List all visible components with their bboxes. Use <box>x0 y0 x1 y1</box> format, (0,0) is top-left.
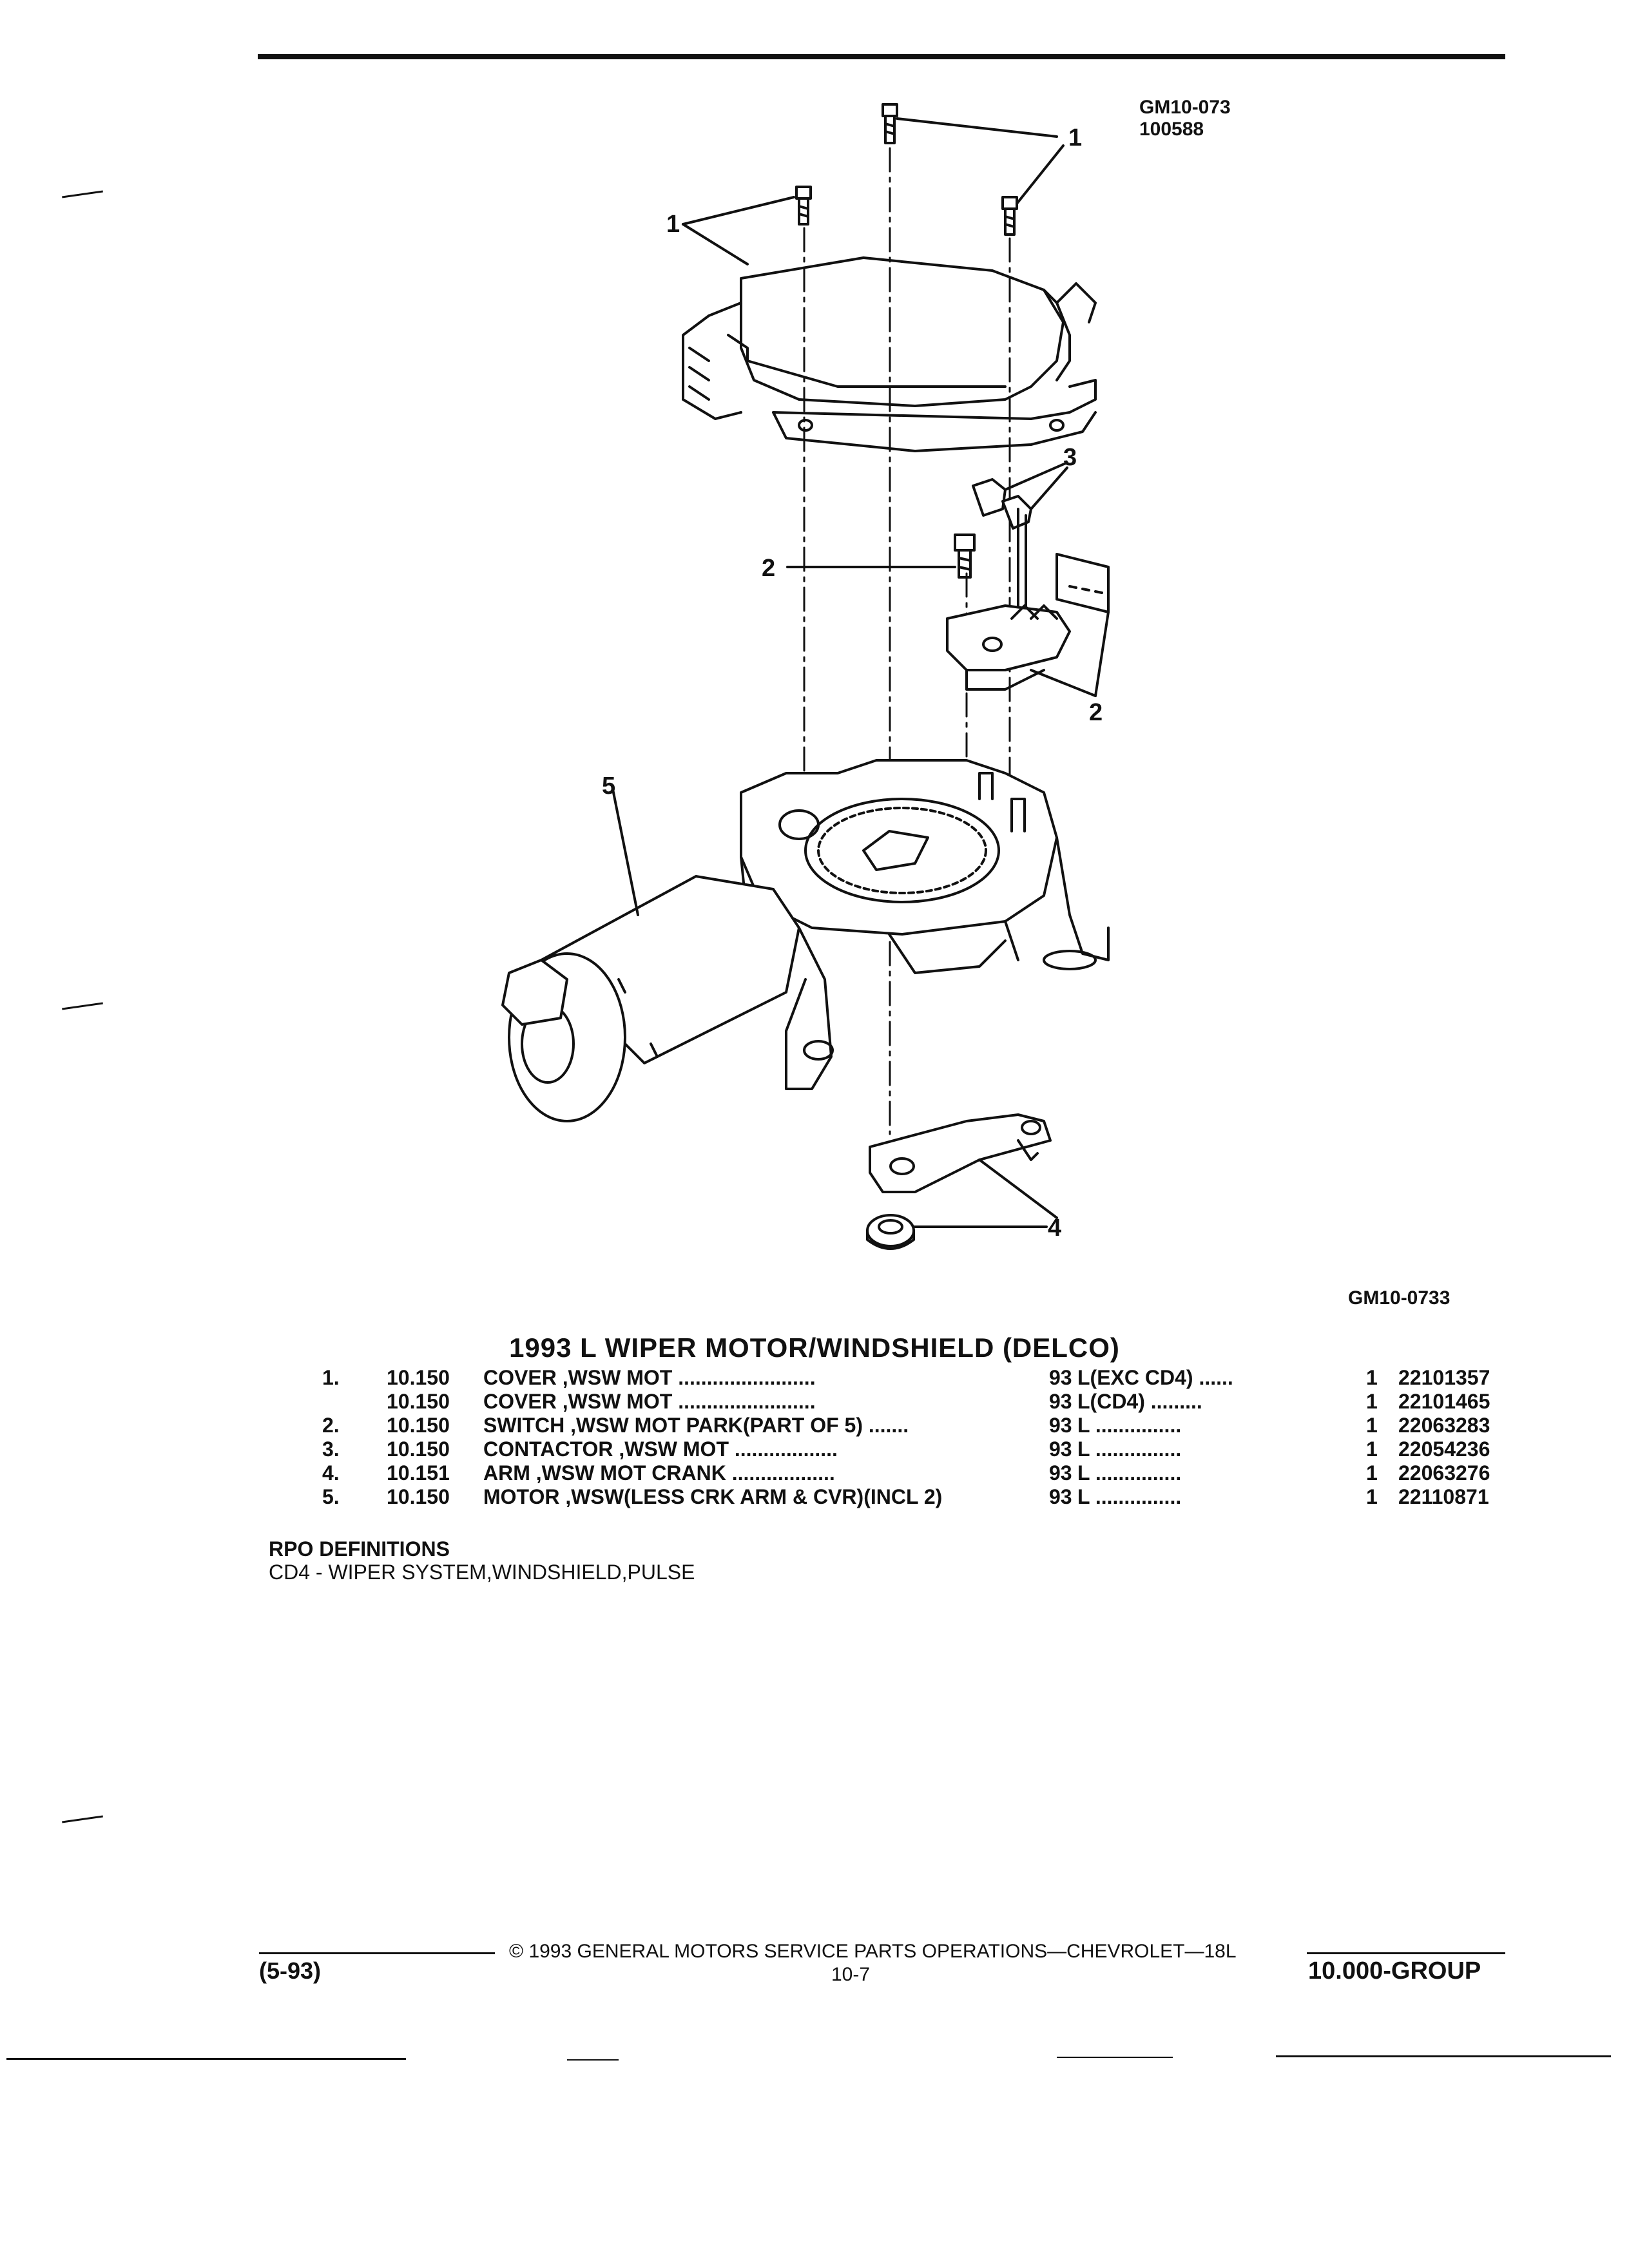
model-code: L(CD4) ......... <box>1077 1390 1202 1413</box>
part-description: CONTACTOR ,WSW MOT .................. <box>483 1437 838 1461</box>
copyright-line: © 1993 GENERAL MOTORS SERVICE PARTS OPERATIONS—CHEVROLET—18L <box>509 1941 1237 1962</box>
group-number: 10.150 <box>387 1414 450 1437</box>
screw-right <box>1003 197 1017 235</box>
callout-1-top: 1 <box>1068 124 1083 151</box>
parts-row <box>309 1485 1534 1509</box>
part-description: COVER ,WSW MOT ........................ <box>483 1390 816 1413</box>
model-code: L ............... <box>1077 1437 1182 1461</box>
item-number: 1. <box>322 1366 340 1389</box>
callout-2-screw: 2 <box>762 555 776 582</box>
parts-row <box>309 1390 1534 1414</box>
part-number: 22101357 <box>1398 1366 1490 1389</box>
quantity: 1 <box>1366 1366 1378 1389</box>
item-number: 3. <box>322 1437 340 1461</box>
page-title: 1993 L WIPER MOTOR/WINDSHIELD (DELCO) <box>509 1332 1120 1363</box>
callout-4-arm: 4 <box>1048 1215 1062 1242</box>
model-code: L(EXC CD4) ...... <box>1077 1366 1233 1389</box>
mounting-feet <box>786 928 1095 1089</box>
group-number: 10.150 <box>387 1390 450 1413</box>
part-description: SWITCH ,WSW MOT PARK(PART OF 5) ....... <box>483 1414 909 1437</box>
part-number: 22063283 <box>1398 1414 1490 1437</box>
callout-3-contactor: 3 <box>1063 444 1077 471</box>
parts-list <box>309 1366 1534 1509</box>
callout-1-left: 1 <box>666 211 680 238</box>
model-code: L ............... <box>1077 1414 1182 1437</box>
group-label: 10.000-GROUP <box>1308 1957 1481 1984</box>
footer-rule-right <box>1307 1952 1505 1954</box>
bottom-rule <box>567 2059 619 2061</box>
parts-row <box>309 1414 1534 1437</box>
part-description: ARM ,WSW MOT CRANK .................. <box>483 1461 835 1485</box>
part-number: 22063276 <box>1398 1461 1490 1485</box>
item-number: 5. <box>322 1485 340 1508</box>
rpo-definition: CD4 - WIPER SYSTEM,WINDSHIELD,PULSE <box>269 1561 695 1584</box>
page-number: 10-7 <box>831 1964 871 1985</box>
ref-code: GM10-073 <box>1139 97 1231 118</box>
footer-rule-left <box>259 1952 495 1954</box>
parts-row <box>309 1437 1534 1461</box>
model-code: L ............... <box>1077 1485 1182 1508</box>
quantity: 1 <box>1366 1485 1378 1508</box>
part-number: 22054236 <box>1398 1437 1490 1461</box>
group-number: 10.150 <box>387 1437 450 1461</box>
part-description: MOTOR ,WSW(LESS CRK ARM & CVR)(INCL 2) <box>483 1485 943 1508</box>
bottom-rule <box>1276 2055 1611 2057</box>
parts-row <box>309 1461 1534 1485</box>
part-number: 22101465 <box>1398 1390 1490 1413</box>
rpo-heading: RPO DEFINITIONS <box>269 1537 450 1561</box>
parts-row <box>309 1366 1534 1390</box>
bottom-rule <box>6 2058 406 2060</box>
model-year: 93 <box>1049 1485 1072 1508</box>
item-number: 2. <box>322 1414 340 1437</box>
revision-date: (5-93) <box>259 1957 322 1984</box>
margin-mark <box>62 1816 103 1823</box>
crank-arm <box>870 1115 1050 1192</box>
item-number: 4. <box>322 1461 340 1485</box>
crank-nut <box>867 1215 914 1249</box>
model-year: 93 <box>1049 1437 1072 1461</box>
figure-code: GM10-0733 <box>1348 1287 1451 1309</box>
switch-card <box>1057 554 1108 612</box>
screw-top-center <box>883 104 897 143</box>
bottom-rule <box>1057 2057 1173 2058</box>
group-number: 10.150 <box>387 1366 450 1389</box>
callout-5-motor: 5 <box>602 773 616 800</box>
model-year: 93 <box>1049 1461 1072 1485</box>
quantity: 1 <box>1366 1414 1378 1437</box>
quantity: 1 <box>1366 1437 1378 1461</box>
quantity: 1 <box>1366 1390 1378 1413</box>
part-description: COVER ,WSW MOT ........................ <box>483 1366 816 1389</box>
screw-left <box>796 187 811 224</box>
callout-2-switch: 2 <box>1089 699 1103 726</box>
part-number: 22110871 <box>1398 1485 1489 1508</box>
model-year: 93 <box>1049 1366 1072 1389</box>
model-year: 93 <box>1049 1390 1072 1413</box>
model-code: L ............... <box>1077 1461 1182 1485</box>
group-number: 10.150 <box>387 1485 450 1508</box>
quantity: 1 <box>1366 1461 1378 1485</box>
switch-screw <box>955 535 974 577</box>
motor-body <box>503 876 799 1121</box>
model-year: 93 <box>1049 1414 1072 1437</box>
group-number: 10.151 <box>387 1461 450 1485</box>
ref-number: 100588 <box>1139 119 1204 140</box>
